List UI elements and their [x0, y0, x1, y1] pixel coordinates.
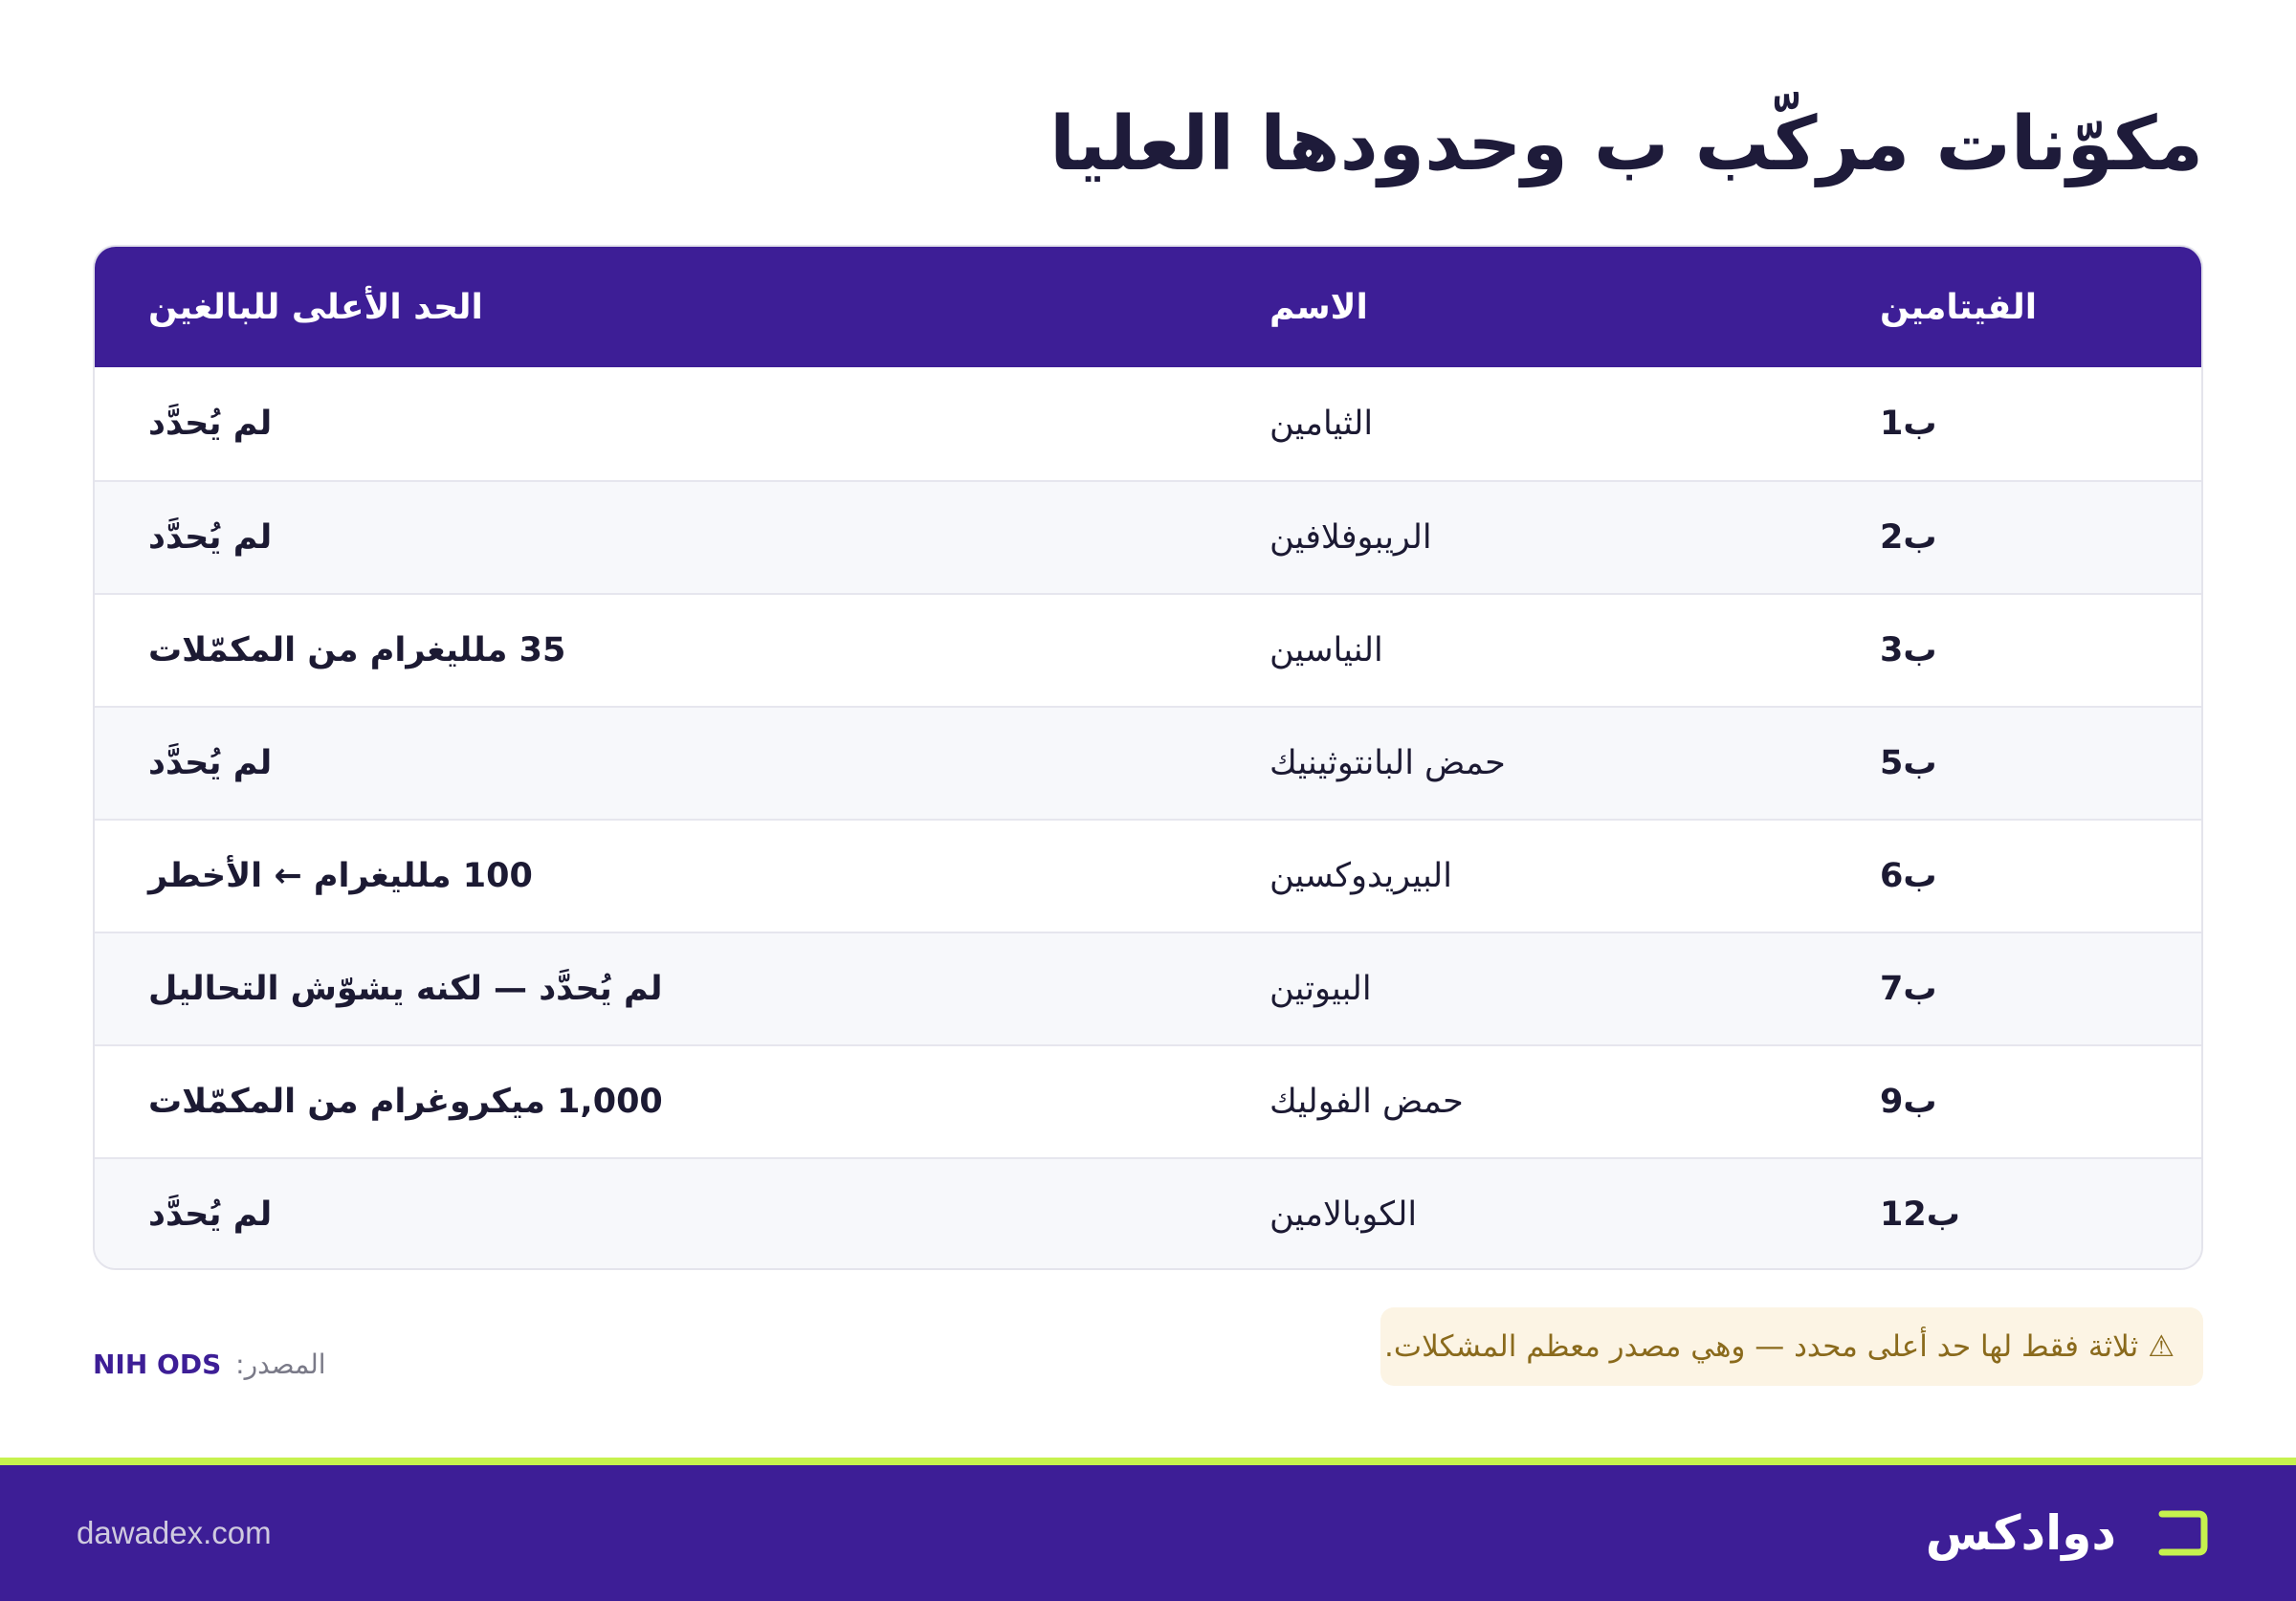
cell-upper-limit: لم يُحدَّد: [148, 518, 273, 557]
cell-vitamin: ب9: [1880, 1083, 1937, 1121]
table-row: [95, 480, 2201, 593]
cell-vitamin: ب1: [1880, 405, 1937, 443]
footer-bar: [0, 1465, 2296, 1601]
brand: [1926, 1465, 2212, 1601]
cell-name: البيريدوكسين: [1269, 857, 1452, 895]
header-name: الاسم: [1269, 287, 1368, 327]
table-row: [95, 1157, 2201, 1270]
header-upper-limit: الحد الأعلى للبالغين: [148, 287, 483, 327]
cell-vitamin: ب3: [1880, 631, 1937, 669]
cell-name: حمض البانتوثينيك: [1269, 744, 1506, 782]
cell-name: الريبوفلافين: [1269, 518, 1432, 557]
cell-name: الثيامين: [1269, 405, 1374, 443]
header-vitamin: الفيتامين: [1880, 287, 2038, 327]
cell-name: البيوتين: [1269, 970, 1372, 1008]
cell-upper-limit: 1,000 ميكروغرام من المكمّلات: [148, 1083, 663, 1121]
footer-accent-line: [0, 1458, 2296, 1465]
cell-vitamin: ب7: [1880, 970, 1937, 1008]
vitamin-table: [93, 245, 2203, 1270]
cell-upper-limit: 100 ملليغرام ← الأخطر: [148, 857, 533, 895]
table-row: [95, 1044, 2201, 1157]
warning-note: [1380, 1307, 2203, 1386]
table-row: [95, 932, 2201, 1044]
bracket-logo-icon: [2154, 1504, 2212, 1562]
table-row: [95, 706, 2201, 819]
site-url: dawadex.com: [77, 1515, 272, 1550]
warning-icon: ⚠: [2148, 1329, 2175, 1364]
table-row: [95, 367, 2201, 480]
cell-name: الكوبالامين: [1269, 1195, 1418, 1234]
cell-upper-limit: لم يُحدَّد — لكنه يشوّش التحاليل: [148, 970, 663, 1008]
cell-upper-limit: لم يُحدَّد: [148, 1195, 273, 1234]
table-row: [95, 593, 2201, 706]
table-body: [95, 367, 2201, 1270]
source-credit: [93, 1349, 326, 1380]
cell-vitamin: ب6: [1880, 857, 1937, 895]
cell-name: النياسين: [1269, 631, 1383, 669]
cell-vitamin: ب5: [1880, 744, 1937, 782]
cell-upper-limit: لم يُحدَّد: [148, 405, 273, 443]
cell-vitamin: ب12: [1880, 1195, 1960, 1234]
brand-name: دوادكس: [1925, 1505, 2116, 1561]
warning-text: ثلاثة فقط لها حد أعلى محدد — وهي مصدر معظم المشكلات.: [1384, 1329, 2139, 1364]
cell-name: حمض الفوليك: [1269, 1083, 1464, 1121]
cell-vitamin: ب2: [1880, 518, 1937, 557]
source-label: المصدر:: [235, 1349, 326, 1380]
page-title: مكوّنات مركّب ب وحدودها العليا: [1049, 101, 2203, 187]
cell-upper-limit: لم يُحدَّد: [148, 744, 273, 782]
table-row: [95, 819, 2201, 932]
source-value: NIH ODS: [93, 1349, 222, 1380]
cell-upper-limit: 35 ملليغرام من المكمّلات: [148, 631, 566, 669]
table-header: [95, 247, 2201, 367]
